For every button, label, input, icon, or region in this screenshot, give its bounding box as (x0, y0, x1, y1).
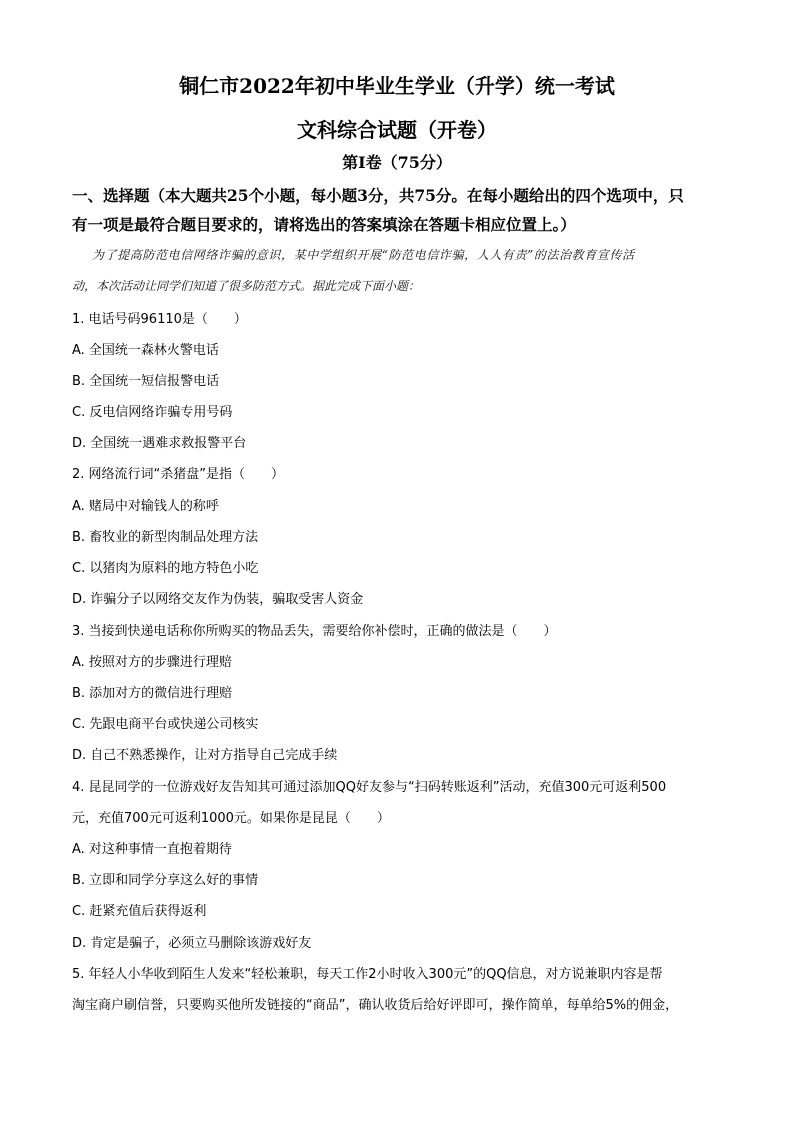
question-2-option-b: B. 畜牧业的新型肉制品处理方法 (72, 530, 259, 545)
question-3-option-d: D. 自己不熟悉操作，让对方指导自己完成手续 (72, 748, 338, 763)
exam-title: 铜仁市2022年初中毕业生学业（升学）统一考试 (179, 74, 615, 98)
intro-text-line1: 为了提高防范电信网络诈骗的意识，某中学组织开展“防范电信诈骗，人人有责”的法治教育宣传活 (92, 248, 635, 262)
section-heading-line2: 有一项是最符合题目要求的，请将选出的答案填涂在答题卡相应位置上。） (72, 215, 576, 234)
question-4-option-a: A. 对这种事情一直抱着期待 (72, 842, 232, 857)
question-4-stem-line2: 元，充值700元可返利1000元。如果你是昆昆（ ） (72, 811, 390, 826)
question-3-option-a: A. 按照对方的步骤进行理赔 (72, 655, 232, 670)
section-heading-line1: 一、选择题（本大题共25个小题，每小题3分，共75分。在每小题给出的四个选项中，只 (72, 186, 684, 205)
question-4-option-c: C. 赶紧充值后获得返利 (72, 904, 207, 919)
question-2-option-d: D. 诈骗分子以网络交友作为伪装，骗取受害人资金 (72, 592, 364, 607)
volume-label: 第Ⅰ卷（75分） (342, 153, 452, 172)
question-2-stem: 2. 网络流行词“杀猪盘”是指（ ） (72, 467, 285, 482)
question-1-stem: 1. 电话号码96110是（ ） (72, 312, 247, 327)
question-1-option-a: A. 全国统一森林火警电话 (72, 343, 219, 358)
intro-text-line2: 动，本次活动让同学们知道了很多防范方式。据此完成下面小题： (72, 279, 421, 293)
question-4-stem-line1: 4. 昆昆同学的一位游戏好友告知其可通过添加QQ好友参与“扫码转账返利”活动，充值300元可返利500 (72, 780, 667, 795)
question-5-stem-line1: 5. 年轻人小华收到陌生人发来“轻松兼职，每天工作2小时收入300元”的QQ信息，对方说兼职内容是帮 (72, 967, 663, 982)
question-4-option-d: D. 肯定是骗子，必须立马删除该游戏好友 (72, 936, 312, 951)
question-5-stem-line2: 淘宝商户刷信誉，只要购买他所发链接的“商品”，确认收货后给好评即可，操作简单，每单给5%的佣金， (72, 998, 679, 1013)
question-4-option-b: B. 立即和同学分享这么好的事情 (72, 873, 259, 888)
question-3-option-c: C. 先跟电商平台或快递公司核实 (72, 717, 259, 732)
question-2-option-c: C. 以猪肉为原料的地方特色小吃 (72, 561, 259, 576)
question-2-option-a: A. 赌局中对输钱人的称呼 (72, 499, 219, 514)
question-3-stem: 3. 当接到快递电话称你所购买的物品丢失，需要给你补偿时，正确的做法是（ ） (72, 624, 557, 639)
question-1-option-b: B. 全国统一短信报警电话 (72, 374, 220, 389)
question-3-option-b: B. 添加对方的微信进行理赔 (72, 686, 233, 701)
exam-subtitle: 文科综合试题（开卷） (297, 118, 497, 142)
question-1-option-c: C. 反电信网络诈骗专用号码 (72, 405, 233, 420)
question-1-option-d: D. 全国统一遇难求救报警平台 (72, 436, 247, 451)
